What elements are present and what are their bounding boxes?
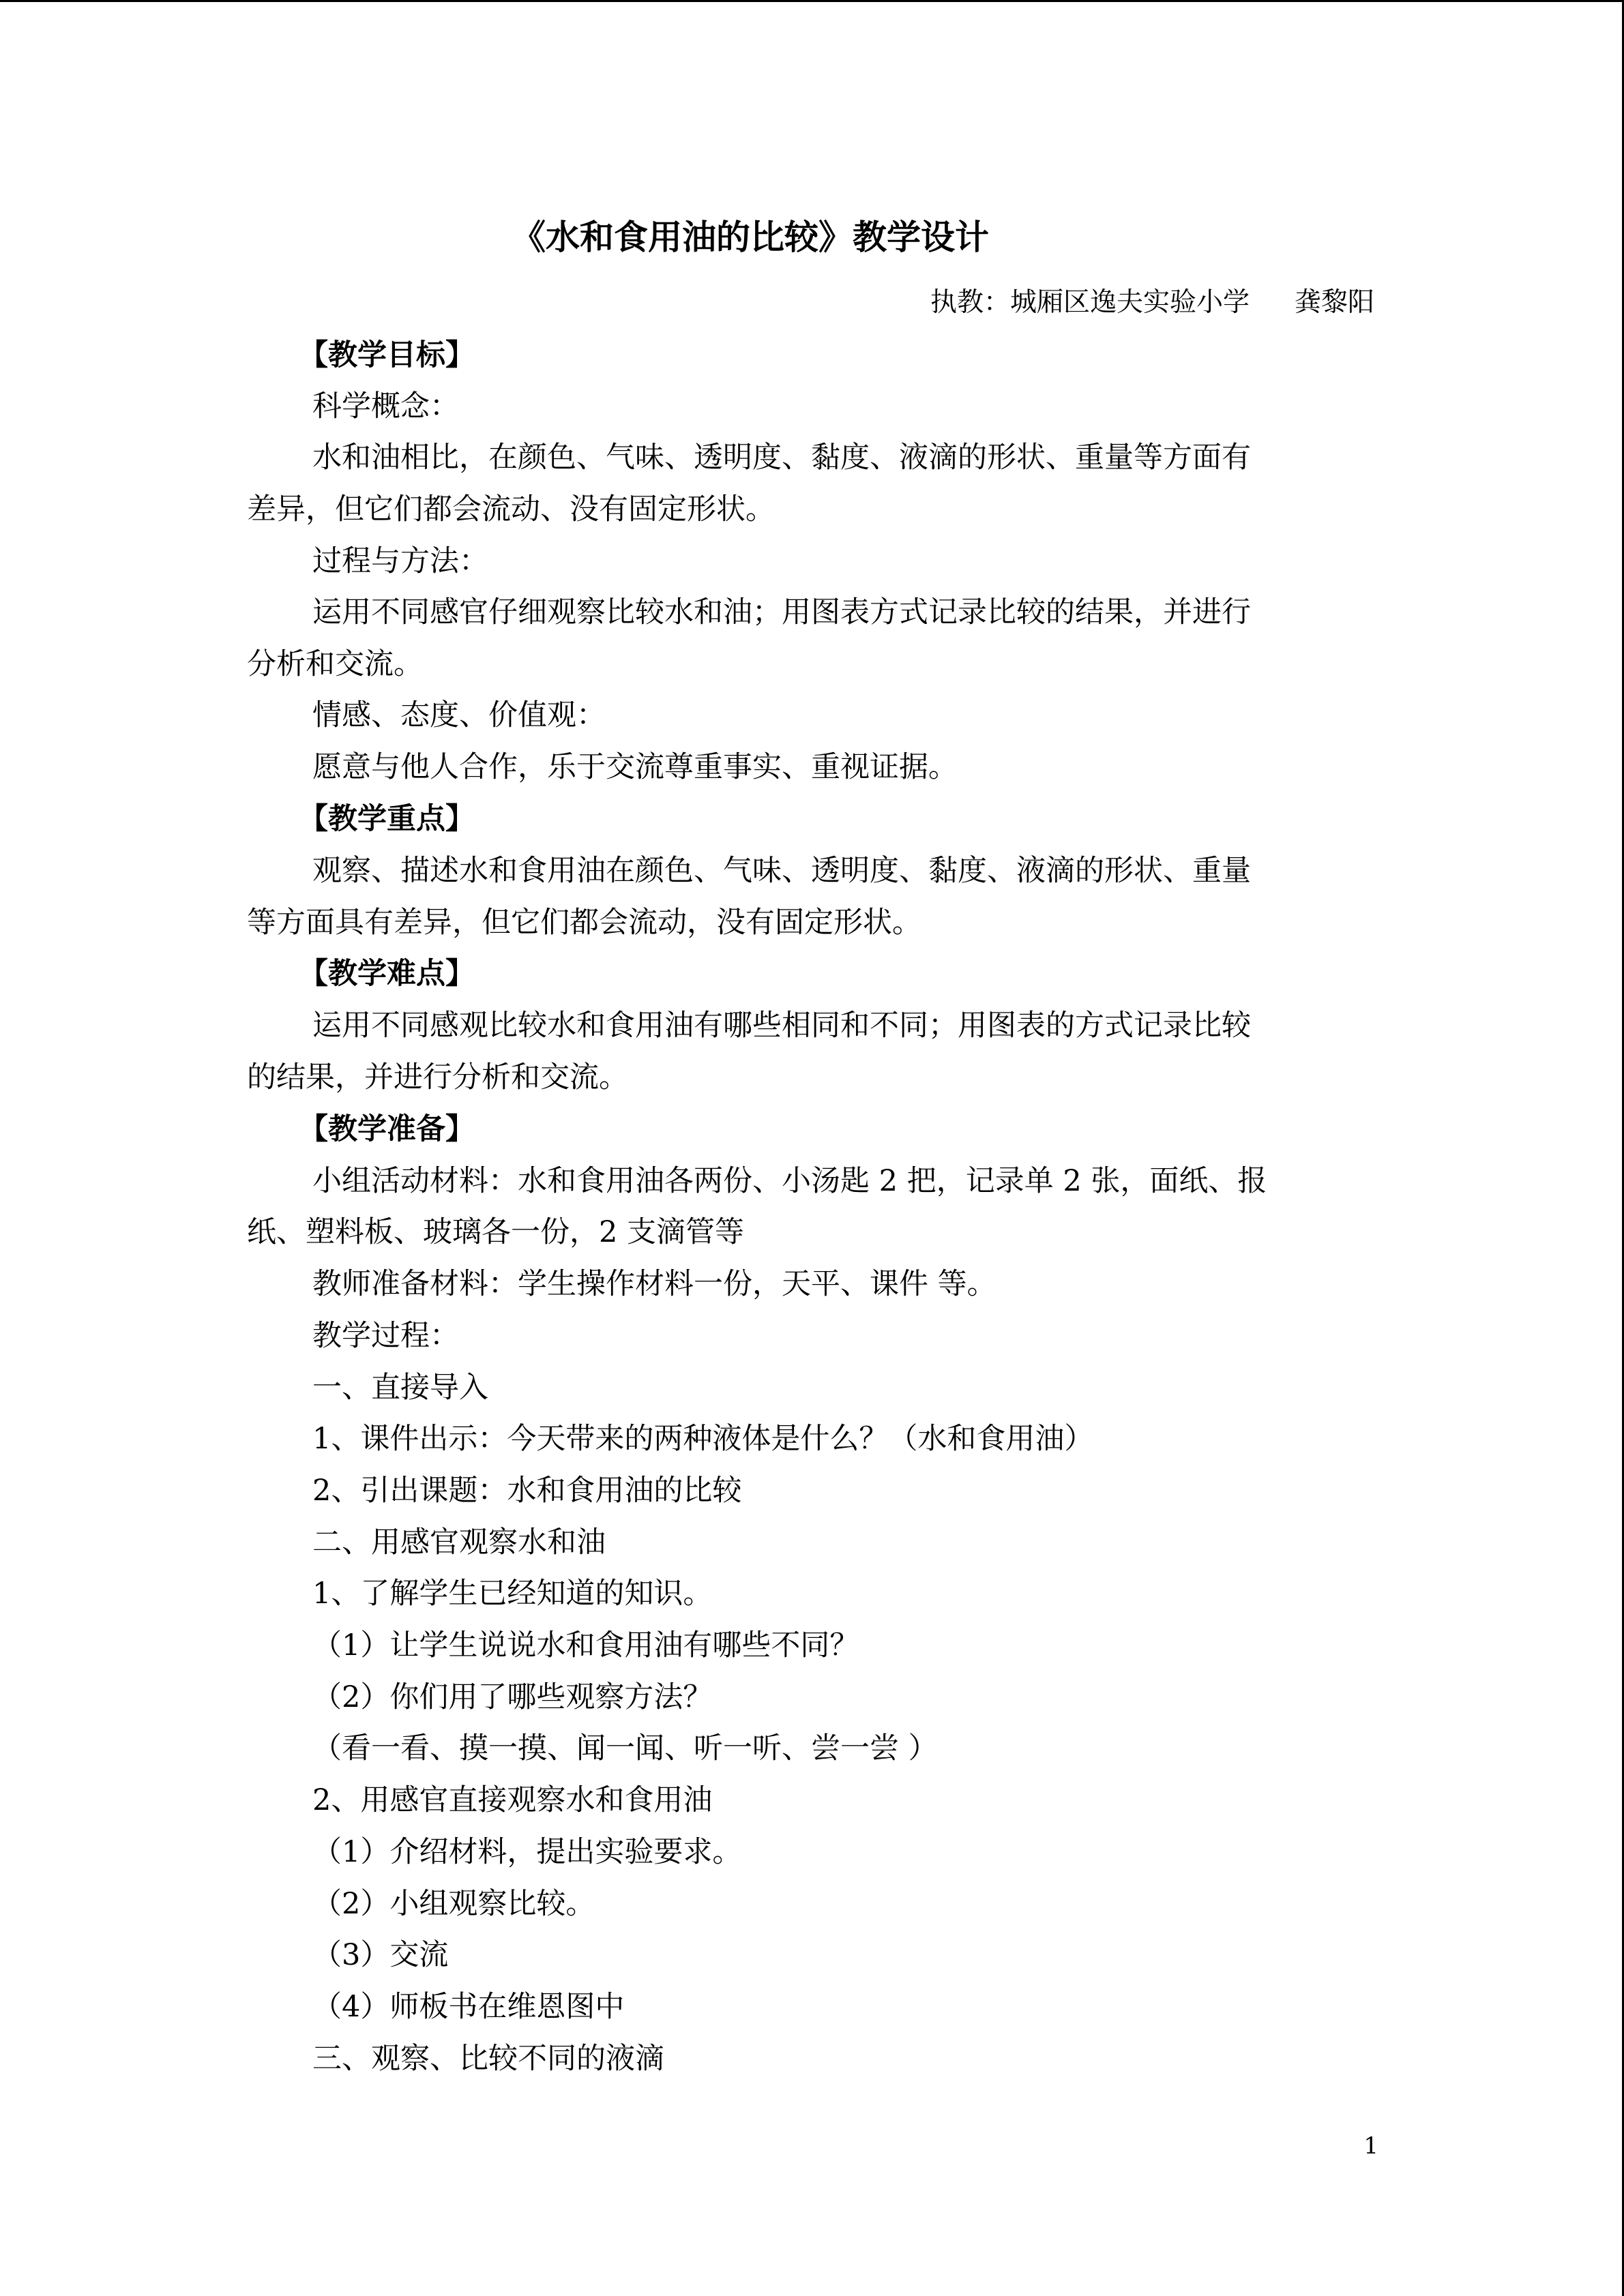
subheading-process-method: 过程与方法： [312,544,488,578]
list-item: 2、用感官直接观察水和食用油 [312,1783,713,1817]
page-number: 1 [1363,2132,1378,2160]
paragraph-line: 愿意与他人合作，乐于交流尊重事实、重视证据。 [312,750,958,784]
section-line: 二、用感官观察水和油 [312,1525,606,1560]
list-item: （1）介绍材料，提出实验要求。 [312,1835,742,1869]
heading-teaching-objectives: 【教学目标】 [299,338,475,372]
author-name: 龚黎阳 [1294,287,1374,318]
heading-teaching-difficulty: 【教学难点】 [299,957,475,991]
document-title: 《水和食用油的比较》教学设计 [512,217,989,257]
paragraph-line: 教师准备材料：学生操作材料一份，天平、课件 等。 [312,1267,996,1301]
paragraph-line: 运用不同感官仔细观察比较水和油；用图表方式记录比较的结果，并进行 [312,595,1251,629]
paragraph-line: 运用不同感观比较水和食用油有哪些相同和不同；用图表的方式记录比较 [312,1009,1251,1043]
paragraph-line: 等方面具有差异，但它们都会流动，没有固定形状。 [247,906,921,940]
list-item: 1、了解学生已经知道的知识。 [312,1577,713,1611]
section-line: 一、直接导入 [312,1371,488,1405]
paragraph-line: 分析和交流。 [247,647,423,681]
subheading-attitude-values: 情感、态度、价值观： [312,698,606,732]
page-border-top [0,0,1624,2]
paragraph-line: 观察、描述水和食用油在颜色、气味、透明度、黏度、液滴的形状、重量 [312,854,1251,888]
subheading-teaching-process: 教学过程： [312,1319,459,1353]
heading-teaching-preparation: 【教学准备】 [299,1112,475,1146]
author-label: 执教：城厢区逸夫实验小学 [930,287,1250,318]
paragraph-line: 水和油相比，在颜色、气味、透明度、黏度、液滴的形状、重量等方面有 [312,441,1251,475]
list-item: （4）师板书在维恩图中 [312,1990,625,2024]
subheading-science-concept: 科学概念： [312,389,459,423]
paragraph-line: 差异，但它们都会流动、没有固定形状。 [247,492,775,526]
list-item: （看一看、摸一摸、闻一闻、听一听、尝一尝 ） [312,1731,938,1765]
heading-teaching-focus: 【教学重点】 [299,802,475,836]
list-item: 1、课件出示：今天带来的两种液体是什么？（水和食用油） [312,1422,1094,1456]
paragraph-line: 小组活动材料：水和食用油各两份、小汤匙 2 把，记录单 2 张，面纸、报 [312,1164,1267,1198]
list-item: （1）让学生说说水和食用油有哪些不同？ [312,1628,859,1663]
list-item: （2）你们用了哪些观察方法？ [312,1680,713,1714]
list-item: （3）交流 [312,1938,449,1972]
paragraph-line: 纸、塑料板、玻璃各一份，2 支滴管等 [247,1215,745,1249]
list-item: （2）小组观察比较。 [312,1887,595,1921]
section-line: 三、观察、比较不同的液滴 [312,2042,664,2076]
list-item: 2、引出课题：水和食用油的比较 [312,1474,742,1508]
paragraph-line: 的结果，并进行分析和交流。 [247,1060,628,1094]
author-line [930,282,1374,323]
